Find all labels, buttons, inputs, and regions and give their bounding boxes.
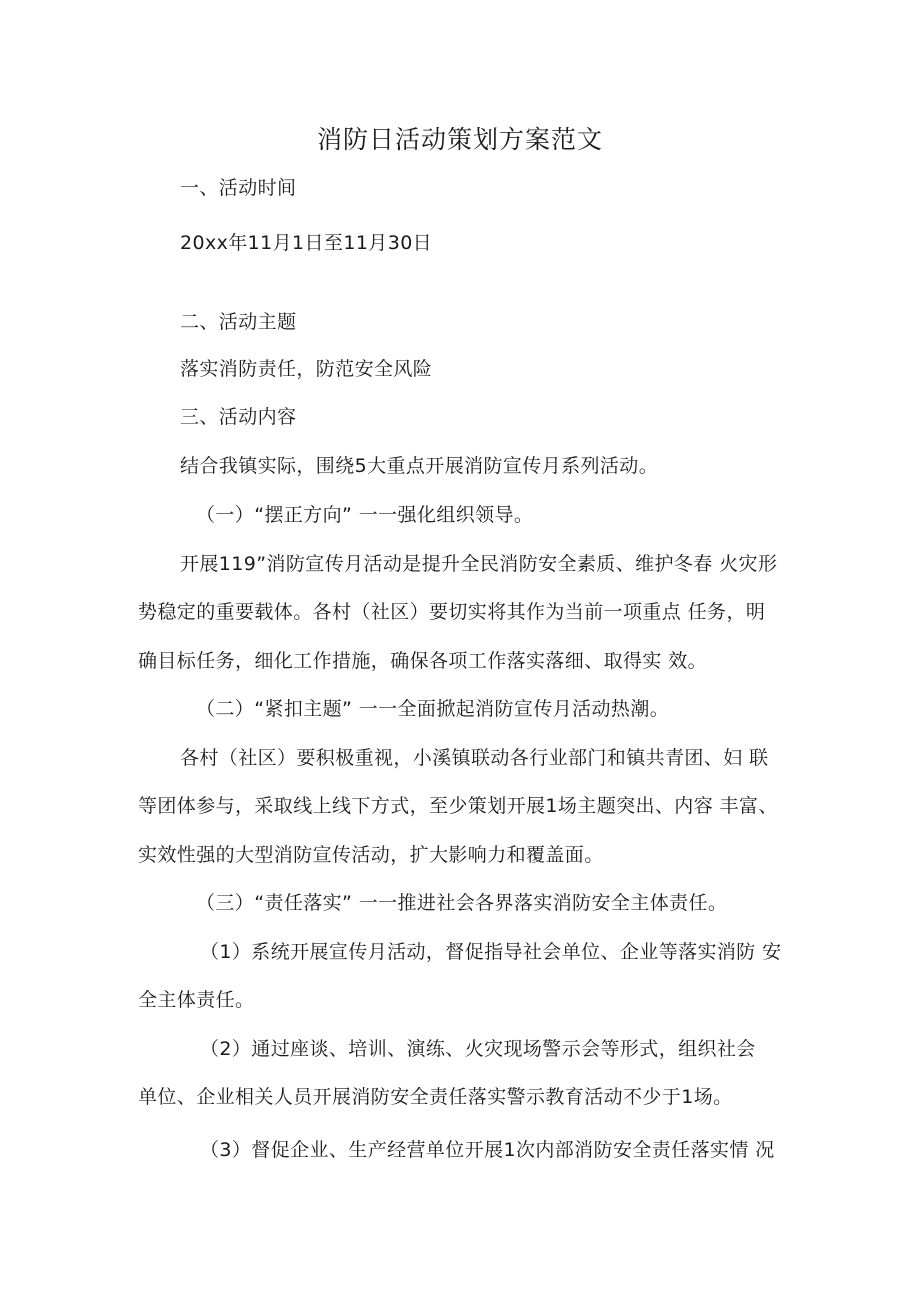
list-item-line: 全主体责任。 xyxy=(138,989,255,1011)
section-heading-theme: 二、活动主题 xyxy=(180,311,297,333)
activity-theme-text: 落实消防责任，防范安全风险 xyxy=(180,358,433,380)
list-item-line: （2）通过座谈、培训、演练、火灾现场警示会等形式，组织社会 xyxy=(200,1038,756,1060)
activity-time-text: 20xx年11月1日至11月30日 xyxy=(180,232,433,254)
list-item-line: 单位、企业相关人员开展消防安全责任落实警示教育活动不少于1场。 xyxy=(138,1086,733,1108)
list-item-line: （3）督促企业、生产经营单位开展1次内部消防安全责任落实情 况 xyxy=(200,1139,775,1161)
paragraph-line: 等团体参与，采取线上线下方式，至少策划开展1场主题突出、内容 丰富、 xyxy=(138,795,778,817)
paragraph-line: 确目标任务，细化工作措施，确保各项工作落实落细、取得实 效。 xyxy=(138,650,708,672)
subheading-2: （二）“紧扣主题” 一一全面掀起消防宣传月活动热潮。 xyxy=(196,698,670,720)
paragraph-line: 各村（社区）要积极重视，小溪镇联动各行业部门和镇共青团、妇 联 xyxy=(180,747,769,769)
paragraph-line: 势稳定的重要载体。各村（社区）要切实将其作为当前一项重点 任务，明 xyxy=(138,601,766,623)
paragraph-line: 开展119”消防宣传月活动是提升全民消防安全素质、维护冬春 火灾形 xyxy=(180,553,778,575)
section-heading-time: 一、活动时间 xyxy=(180,177,297,199)
content-intro: 结合我镇实际，围绕5大重点开展消防宣传月系列活动。 xyxy=(180,455,659,477)
subheading-1: （一）“摆正方向” 一一强化组织领导。 xyxy=(196,504,534,526)
paragraph-line: 实效性强的大型消防宣传活动，扩大影响力和覆盖面。 xyxy=(138,844,604,866)
section-heading-content: 三、活动内容 xyxy=(180,406,297,428)
page-title: 消防日活动策划方案范文 xyxy=(316,125,603,154)
list-item-line: （1）系统开展宣传月活动，督促指导社会单位、企业等落实消防 安 xyxy=(200,941,782,963)
subheading-3: （三）“责任落实” 一一推进社会各界落实消防安全主体责任。 xyxy=(196,892,728,914)
